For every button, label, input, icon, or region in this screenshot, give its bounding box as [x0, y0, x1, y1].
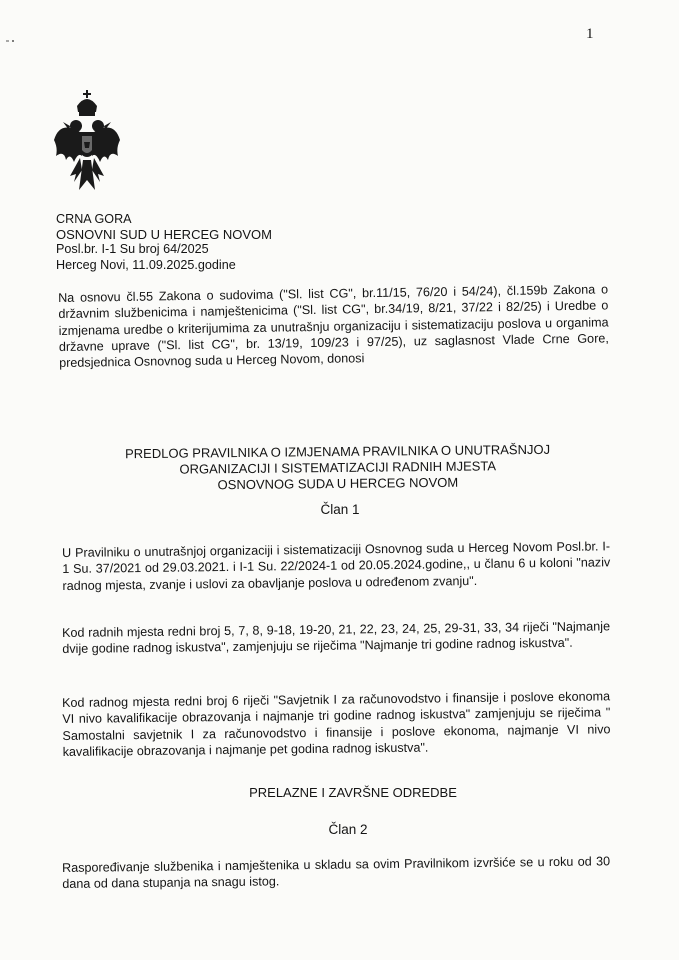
title-line-2: ORGANIZACIJI I SISTEMATIZACIJI RADNIH MJESTA: [179, 458, 497, 477]
preamble-paragraph: Na osnovu čl.55 Zakona o sudovima ("Sl. list CG", br.11/15, 76/20 i 54/24), čl.159b Zakona o državnim službenicima i namještenicima ("Sl. list CG", br.34/19, 8/21, 37/22 i 82/25) i Uredbe o izmjenama uredbe o kriterijumima za unutrašnju organizaciju i sistematizaciju poslova u organima državne uprave ("Sl. list CG", br. 13/19, 109/23 i 97/25), uz saglasnost Vlade Crne Gore, predsjednica Osnovnog suda u Herceg Novom, donosi: [58, 282, 609, 371]
coat-of-arms-icon: [52, 86, 122, 196]
page-number: 1: [586, 26, 594, 42]
country-name: CRNA GORA: [56, 212, 132, 226]
scan-mark: [6, 38, 16, 44]
court-header: [56, 212, 272, 273]
title-line-3: OSNOVNOG SUDA U HERCEG NOVOM: [217, 474, 459, 493]
article-1-heading: Član 1: [320, 502, 360, 517]
article-2-paragraph-1: Raspoređivanje službenika i namještenika u skladu sa ovim Pravilnikom izvršiće se u roku od 30 dana od dana stupanja na snagu istog.: [62, 854, 611, 892]
article-2-heading: Član 2: [328, 822, 368, 837]
article-1-paragraph-3: Kod radnog mjesta redni broj 6 riječi "Savjetnik I za računovodstvo i finansije i poslove ekonoma VI nivo kavalifikacije obrazovanja i najmanje tri godine radnog iskustva" zamjenjuju se riječima " Samostalni savjetnik I za računovodstvo i finansije i poslove ekonoma, najmanje VI nivo kavalifikacije obrazovanja i najmanje pet godina radnog iskustva".: [62, 689, 611, 760]
transitional-provisions-heading: PRELAZNE I ZAVRŠNE ODREDBE: [249, 785, 457, 800]
title-line-1: PREDLOG PRAVILNIKA O IZMJENAMA PRAVILNIKA O UNUTRAŠNJOJ: [124, 441, 551, 462]
case-reference: Posl.br. I-1 Su broj 64/2025: [56, 242, 209, 257]
article-1-paragraph-1: U Pravilniku o unutrašnjoj organizaciji i sistematizaciji Osnovnog suda u Herceg Novom Posl.br. I-1 Su. 37/2021 od 29.03.2021. i I-1 Su. 22/2024-1 od 20.05.2024.godine,, u članu 6 u koloni "naziv radnog mjesta, zvanje i uslovi za obavljanje poslova u određenom zvanju".: [62, 539, 611, 593]
article-1-paragraph-2: Kod radnih mjesta redni broj 5, 7, 8, 9-18, 19-20, 21, 22, 23, 24, 25, 29-31, 33, 34 riječi "Najmanje dvije godine radnog iskustva", zamjenjuju se riječima "Najmanje tri godine radnog iskustva".: [62, 619, 611, 657]
place-and-date: Herceg Novi, 11.09.2025.godine: [56, 257, 236, 272]
document-title: [70, 441, 605, 495]
court-name: OSNOVNI SUD U HERCEG NOVOM: [56, 227, 272, 243]
